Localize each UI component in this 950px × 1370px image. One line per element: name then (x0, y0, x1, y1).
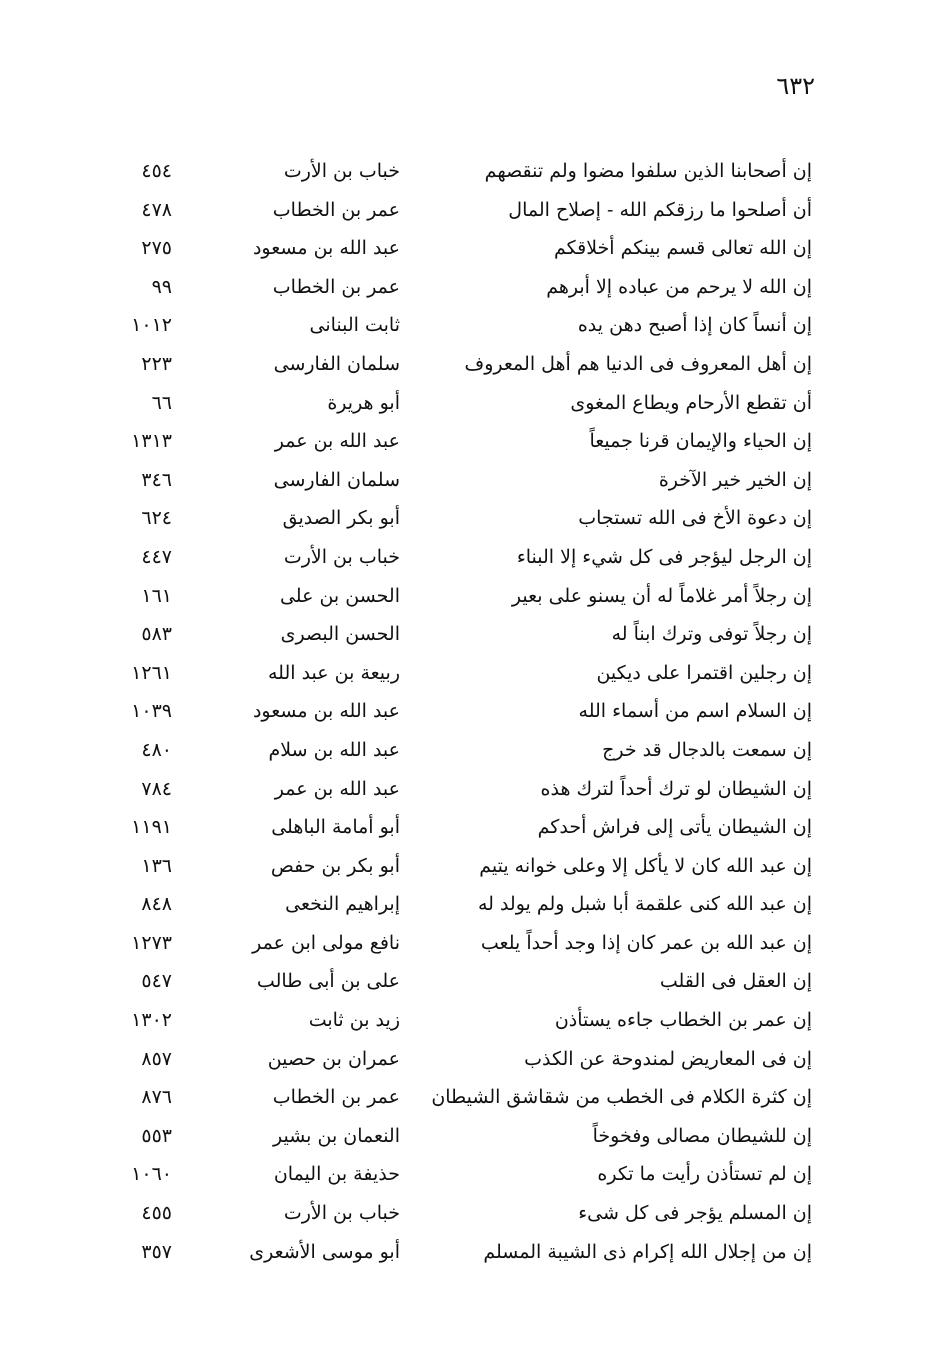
row-narrator: النعمان بن بشير (273, 1124, 400, 1147)
row-phrase: إن الله تعالى قسم بينكم أخلاقكم (554, 237, 812, 260)
row-narrator: خباب بن الأرت (283, 160, 400, 182)
row-narrator: عمر بن الخطاب (272, 1086, 400, 1109)
index-row (0, 654, 950, 693)
row-narrator: على بن أبى طالب (256, 970, 400, 993)
index-row (0, 885, 950, 924)
row-reference-number: ٥٤٧ (141, 970, 172, 993)
page-number: ٦٣٢ (776, 72, 815, 100)
row-phrase: إن سمعت بالدجال قد خرج (602, 738, 812, 761)
row-narrator: سلمان الفارسى (273, 352, 400, 375)
row-reference-number: ٨٤٨ (141, 893, 172, 916)
row-phrase: إن العقل فى القلب (659, 970, 812, 993)
row-phrase: إن الله لا يرحم من عباده إلا أبرهم (546, 275, 812, 298)
row-phrase: إن من إجلال الله إكرام ذى الشيبة المسلم (483, 1240, 812, 1263)
row-phrase: إن أنساً كان إذا أصبح دهن يده (577, 314, 812, 337)
row-phrase: إن رجلاً أمر غلاماً له أن يسنو على بعير (511, 584, 812, 607)
index-row (0, 152, 950, 191)
row-phrase: إن المسلم يؤجر فى كل شىء (578, 1202, 812, 1225)
row-narrator: عبد الله بن مسعود (252, 700, 400, 723)
row-reference-number: ٦٦ (151, 391, 172, 414)
index-row (0, 731, 950, 770)
row-phrase: إن الشيطان يأتى إلى فراش أحدكم (537, 816, 812, 839)
row-reference-number: ٦٢٤ (141, 507, 172, 530)
index-row (0, 692, 950, 731)
index-row (0, 1001, 950, 1040)
row-narrator: زيد بن ثابت (308, 1009, 400, 1032)
index-row (0, 1117, 950, 1156)
row-phrase: إن عبد الله بن عمر كان إذا وجد أحداً يلعب (480, 931, 812, 954)
row-narrator: عمر بن الخطاب (272, 275, 400, 298)
row-narrator: نافع مولى ابن عمر (252, 931, 400, 954)
row-narrator: حذيفة بن اليمان (273, 1163, 400, 1186)
row-reference-number: ١٦١ (141, 584, 172, 607)
row-narrator: أبو هريرة (327, 391, 400, 414)
index-row (0, 615, 950, 654)
row-reference-number: ٢٧٥ (141, 237, 172, 260)
row-phrase: إن عبد الله كنى علقمة أبا شبل ولم يولد له (477, 893, 812, 916)
row-reference-number: ١١٩١ (131, 816, 172, 839)
row-narrator: سلمان الفارسى (273, 468, 400, 491)
row-reference-number: ٤٥٥ (141, 1202, 172, 1225)
row-phrase: إن للشيطان مصالى وفخوخاً (592, 1124, 812, 1147)
row-reference-number: ٤٥٤ (141, 160, 172, 182)
index-row (0, 229, 950, 268)
row-phrase: إن الشيطان لو ترك أحداً لترك هذه (540, 777, 812, 800)
row-phrase: إن كثرة الكلام فى الخطب من شقاشق الشيطان (431, 1086, 812, 1109)
row-reference-number: ٤٧٨ (141, 198, 172, 221)
index-row (0, 1233, 950, 1272)
row-phrase: إن الحياء والإيمان قرنا جميعاً (589, 430, 812, 453)
row-phrase: إن عبد الله كان لا يأكل إلا وعلى خوانه يتيم (479, 854, 812, 877)
row-phrase: إن الرجل ليؤجر فى كل شيء إلا البناء (516, 545, 812, 568)
row-narrator: عبد الله بن سلام (268, 738, 400, 761)
row-phrase: إن دعوة الأخ فى الله تستجاب (578, 507, 812, 530)
row-reference-number: ١٣١٣ (131, 430, 172, 453)
index-row (0, 345, 950, 384)
row-narrator: أبو أمامة الباهلى (271, 816, 400, 839)
index-table (0, 152, 950, 1271)
row-phrase: إن السلام اسم من أسماء الله (578, 700, 812, 723)
row-narrator: عبد الله بن عمر (274, 777, 400, 800)
row-narrator: الحسن البصرى (280, 623, 400, 646)
index-row (0, 577, 950, 616)
index-row (0, 461, 950, 500)
row-reference-number: ١٢٧٣ (131, 931, 172, 954)
index-row (0, 422, 950, 461)
row-phrase: إن لم تستأذن رأيت ما تكره (597, 1163, 812, 1186)
row-phrase: أن تقطع الأرحام ويطاع المغوى (570, 391, 812, 414)
index-row (0, 499, 950, 538)
row-reference-number: ٣٥٧ (141, 1240, 172, 1263)
row-reference-number: ٧٨٤ (141, 777, 172, 800)
row-narrator: الحسن بن على (279, 584, 400, 607)
row-narrator: عمران بن حصين (267, 1047, 400, 1070)
row-narrator: عبد الله بن مسعود (252, 237, 400, 260)
row-phrase: إن الخير خير الآخرة (658, 468, 812, 491)
row-phrase: إن أصحابنا الذين سلفوا مضوا ولم تنقصهم (484, 160, 812, 182)
row-narrator: ثابت البنانى (309, 314, 400, 337)
index-row (0, 384, 950, 423)
index-row (0, 1040, 950, 1079)
row-reference-number: ٥٥٣ (141, 1124, 172, 1147)
index-row (0, 962, 950, 1001)
row-reference-number: ١٢٦١ (131, 661, 172, 684)
row-narrator: عمر بن الخطاب (272, 198, 400, 221)
index-row (0, 268, 950, 307)
index-row (0, 306, 950, 345)
index-row (0, 770, 950, 809)
row-narrator: خباب بن الأرت (283, 1202, 400, 1225)
row-reference-number: ٨٧٦ (141, 1086, 172, 1109)
row-reference-number: ٤٤٧ (141, 545, 172, 568)
row-narrator: أبو بكر الصديق (282, 507, 400, 530)
index-row (0, 1194, 950, 1233)
row-reference-number: ٨٥٧ (141, 1047, 172, 1070)
row-reference-number: ٥٨٣ (141, 623, 172, 646)
row-narrator: ربيعة بن عبد الله (267, 661, 400, 684)
row-narrator: عبد الله بن عمر (274, 430, 400, 453)
row-reference-number: ١٠١٢ (131, 314, 172, 337)
index-row (0, 924, 950, 963)
index-row (0, 808, 950, 847)
row-narrator: أبو بكر بن حفص (270, 854, 400, 877)
row-narrator: إبراهيم النخعى (285, 893, 400, 916)
row-reference-number: ١٣٦ (141, 854, 172, 877)
row-reference-number: ٩٩ (151, 275, 172, 298)
row-phrase: إن رجلاً توفى وترك ابناً له (611, 623, 812, 646)
row-phrase: إن فى المعاريض لمندوحة عن الكذب (524, 1047, 812, 1070)
row-reference-number: ٢٢٣ (141, 352, 172, 375)
row-reference-number: ١٠٣٩ (131, 700, 172, 723)
row-reference-number: ٣٤٦ (141, 468, 172, 491)
index-row (0, 847, 950, 886)
row-phrase: أن أصلحوا ما رزقكم الله - إصلاح المال (508, 198, 812, 221)
row-phrase: إن رجلين اقتمرا على ديكين (596, 661, 812, 684)
row-narrator: خباب بن الأرت (283, 545, 400, 568)
index-row (0, 1078, 950, 1117)
index-row (0, 1155, 950, 1194)
index-row (0, 191, 950, 230)
row-phrase: إن أهل المعروف فى الدنيا هم أهل المعروف (464, 352, 812, 375)
row-reference-number: ١٠٦٠ (131, 1163, 172, 1186)
row-narrator: أبو موسى الأشعرى (249, 1240, 400, 1263)
index-row (0, 538, 950, 577)
row-reference-number: ٤٨٠ (141, 738, 172, 761)
row-phrase: إن عمر بن الخطاب جاءه يستأذن (554, 1009, 812, 1032)
row-reference-number: ١٣٠٢ (131, 1009, 172, 1032)
